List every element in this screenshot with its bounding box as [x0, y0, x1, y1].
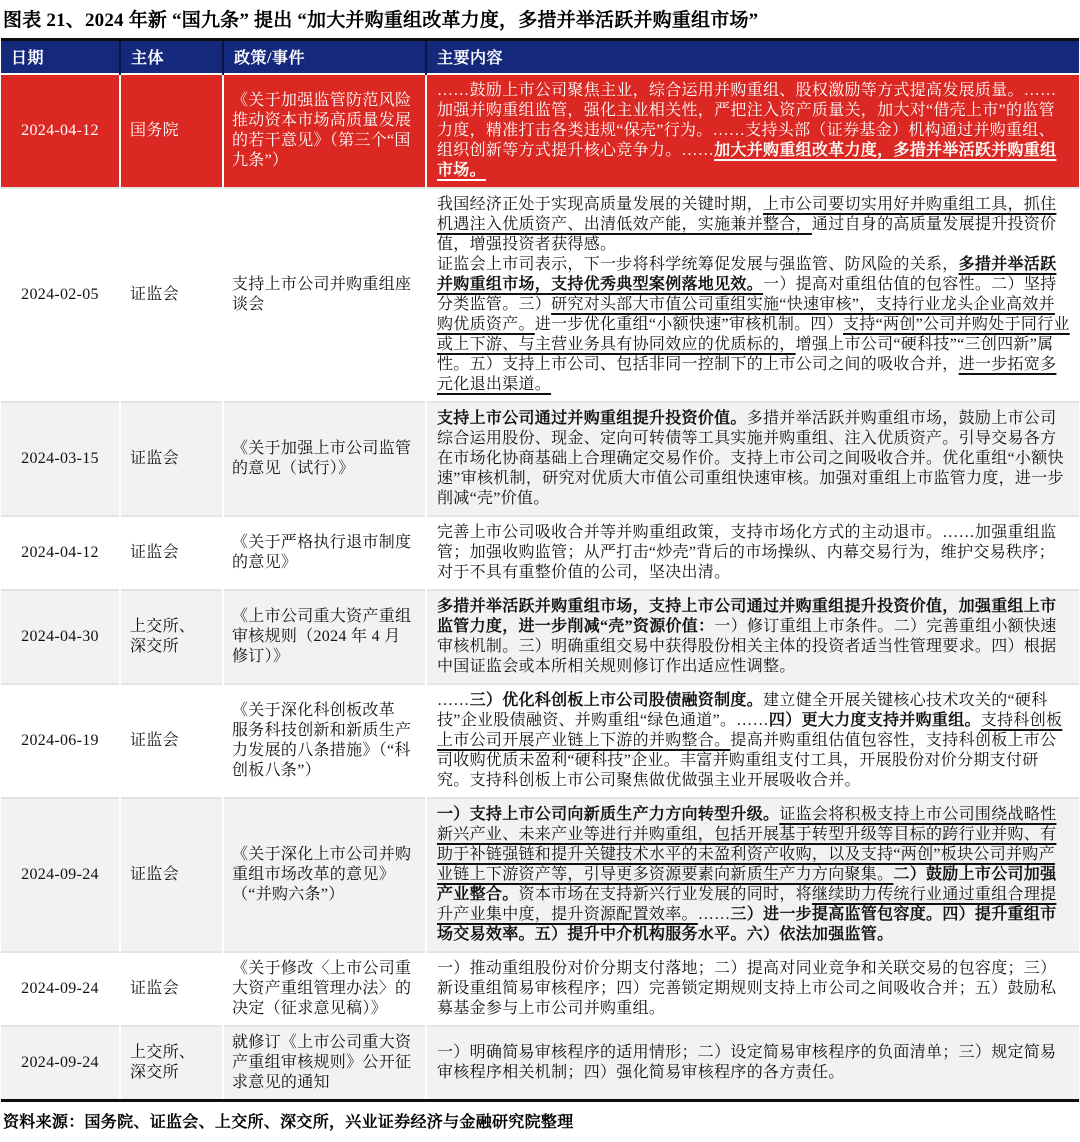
content-segment: 证监会上市司表示，下一步将科学统筹促发展与强监管、防风险的关系， [437, 256, 959, 273]
date-cell: 2024-09-24 [1, 952, 120, 1026]
content-segment: 提高并购重组估值包容性，支持科创板上市公司收购优质未盈利“硬科技”企业。丰富并购重组支付工具，开展股份对价分期支付研究。支持科创板上市公司聚焦做优做强主业开展吸收合并。 [437, 732, 1057, 789]
entity-cell: 证监会 [120, 952, 223, 1026]
content-segment: 多措并举活跃并购重组市场，支持优秀典型案例落地见效。 [437, 256, 1057, 293]
source-note: 资料来源：国务院、证监会、上交所、深交所，兴业证券经济与金融研究院整理 [3, 1114, 574, 1131]
content-segment: 通过自身的高质量发展提升投资价值，增强投资者获得感。 [437, 216, 1057, 253]
content-paragraph [437, 691, 1070, 791]
entity-cell: 证监会 [120, 516, 223, 590]
content-cell [426, 798, 1079, 952]
table-row [1, 684, 1079, 798]
entity-cell: 证监会 [120, 684, 223, 798]
content-paragraph [437, 409, 1070, 509]
header-row [1, 40, 1079, 75]
content-segment: 一）提高对重组估值的包容性。二）坚持分类监管。三） [437, 276, 1057, 313]
table-row [1, 952, 1079, 1026]
content-segment: …… [697, 906, 731, 923]
content-cell [426, 952, 1079, 1026]
content-cell [426, 516, 1079, 590]
content-segment: 四）更大力度支持并购重组。 [768, 712, 981, 729]
table-header [1, 40, 1079, 75]
column-header-entity: 主体 [120, 40, 223, 75]
content-segment: …… [437, 692, 470, 709]
entity-cell: 证监会 [120, 188, 223, 402]
policy-cell: 《关于加强监管防范风险 推动资本市场高质量发展的若干意见》（第三个“国九条”） [223, 74, 426, 188]
content-segment: 加大并购重组改革力度，多措并举活跃并购重组市场。 [437, 142, 1057, 179]
date-cell: 2024-09-24 [1, 798, 120, 952]
content-segment: 研究对头部大市值公司重组实施“快速审核”，支持行业龙头企业高效并购优质资产。 [437, 296, 1055, 333]
content-paragraph [437, 1043, 1070, 1083]
date-cell: 2024-04-12 [1, 516, 120, 590]
content-segment: 三）进一步提高监管包容度。四）提升重组市场交易效率。五）提升中介机构服务水平。六）依法加强监管。 [437, 906, 1057, 943]
table-row [1, 1026, 1079, 1101]
table-row [1, 516, 1079, 590]
content-segment: 建立健全开展关键核心技术攻关的“硬科技”企业股债融资、并购重组“绿色通道”。…… [437, 692, 1048, 729]
content-paragraph [437, 523, 1070, 583]
content-paragraph [437, 255, 1070, 395]
content-paragraph [437, 195, 1070, 255]
entity-cell: 证监会 [120, 402, 223, 516]
policy-cell: 支持上市公司并购重组座谈会 [223, 188, 426, 402]
table-row [1, 188, 1079, 402]
column-header-content: 主要内容 [426, 40, 1079, 75]
content-paragraph [437, 959, 1070, 1019]
table-row [1, 590, 1079, 684]
date-cell: 2024-02-05 [1, 188, 120, 402]
content-cell [426, 402, 1079, 516]
date-cell: 2024-04-12 [1, 74, 120, 188]
content-segment: 二）鼓励上市公司加强产业整合。 [437, 866, 1057, 903]
entity-cell: 上交所、深交所 [120, 590, 223, 684]
content-segment: 三）优化科创板上市公司股债融资制度。 [469, 692, 764, 709]
content-segment: 进一步拓宽多元化退出渠道。 [437, 356, 1057, 393]
content-segment: 一）明确简易审核程序的适用情形；二）设定简易审核程序的负面清单；三）规定简易审核程序相关机制；四）强化简易审核程序的各方责任。 [437, 1044, 1057, 1081]
content-segment: 支持上市公司通过并购重组提升投资价值。 [437, 410, 747, 427]
content-segment: 支持“两创”公司并购处于同行业或上下游、与主营业务具有协同效应的优质标的， [437, 316, 1070, 353]
content-segment: 一）修订重组上市条件。二）完善重组小额快速审核机制。三）明确重组交易中获得股份相关主体的投资者适当性管理要求。四）根据中国证监会或本所相关规则修订作出适应性调整。 [437, 618, 1057, 675]
content-segment: 继续助力传统行业通过重组合理提升产业集中度，提升资源配置效率。 [437, 886, 1057, 923]
policy-cell: 《关于深化上市公司并购重组市场改革的意见》（“并购六条”） [223, 798, 426, 952]
content-paragraph [437, 81, 1070, 181]
column-header-date: 日期 [1, 40, 120, 75]
content-segment: 多措并举活跃并购重组市场，鼓励上市公司综合运用股份、现金、定向可转债等工具实施并购重组、注入优质资产。引导交易各方在市场化协商基础上合理确定交易作价。支持上市公司之间吸收合并。优化重组“小额快速”审核机制，研究对优质大市值公司重组快速审核。加强对重组上市监管力度，进一步削减“壳”价值。 [437, 410, 1064, 507]
content-cell [426, 684, 1079, 798]
entity-cell: 国务院 [120, 74, 223, 188]
content-segment: 资本市场在支持新兴行业发展的同时，将 [518, 886, 812, 903]
content-segment: 进一步优化重组“小额快速”审核机制。四） [534, 316, 844, 333]
content-paragraph [437, 805, 1070, 945]
date-cell: 2024-09-24 [1, 1026, 120, 1101]
content-segment: 多措并举活跃并购重组市场，支持上市公司通过并购重组提升投资价值，加强重组上市监管力度，进一步削减“壳”资源价值： [437, 598, 1057, 635]
table-row [1, 402, 1079, 516]
policy-cell: 《上市公司重大资产重组审核规则（2024 年 4 月修订）》 [223, 590, 426, 684]
policy-cell: 就修订《上市公司重大资产重组审核规则》公开征求意见的通知 [223, 1026, 426, 1101]
date-cell: 2024-06-19 [1, 684, 120, 798]
entity-cell: 上交所、深交所 [120, 1026, 223, 1101]
date-cell: 2024-03-15 [1, 402, 120, 516]
content-segment: 证监会将积极支持上市公司围绕战略性新兴产业、未来产业等进行并购重组，包括开展基于转型升级等目标的跨行业并购、有助于补链强链和提升关键技术水平的未盈利资产收购，以及支持“两创”板块公司并购产业链上下游资产等，引导更多资源要素向新质生产力方向聚集。 [437, 806, 1057, 883]
column-header-policy: 政策/事件 [223, 40, 426, 75]
content-segment: 一）推动重组股份对价分期支付落地；二）提高对同业竞争和关联交易的包容度；三）新设重组简易审核程序；四）完善锁定期规则支持上市公司之间吸收合并；五）鼓励私募基金参与上市公司并购重组。 [437, 960, 1057, 1017]
content-segment: 完善上市公司吸收合并等并购重组政策，支持市场化方式的主动退市。……加强重组监管；加强收购监管；从严打击“炒壳”背后的市场操纵、内幕交易行为，维护交易秩序；对于不具有重整价值的公司，坚决出清。 [437, 524, 1057, 581]
content-cell [426, 1026, 1079, 1101]
content-segment: 增强上市公司“硬科技”“三创四新”属性。五）支持上市公司、包括非同一控制下的上市公司之间的吸收合并， [437, 336, 1054, 373]
policy-cell: 《关于严格执行退市制度的意见》 [223, 516, 426, 590]
entity-cell: 证监会 [120, 798, 223, 952]
figure-title: 图表 21、2024 年新 “国九条” 提出 “加大并购重组改革力度，多措并举活跃并购重组市场” [3, 10, 759, 31]
content-segment: ……鼓励上市公司聚焦主业，综合运用并购重组、股权激励等方式提高发展质量。……加强并购重组监管，强化主业相关性，严把注入资产质量关，加大对“借壳上市”的监管力度，精准打击各类违规“保壳”行为。……支持头部（证券基金）机构通过并购重组、组织创新等方式提升核心竞争力。…… [437, 82, 1057, 159]
table-body [1, 74, 1079, 1101]
policy-cell: 《关于加强上市公司监管的意见（试行）》 [223, 402, 426, 516]
content-segment: 一）支持上市公司向新质生产力方向转型升级。 [437, 806, 780, 823]
policy-cell: 《关于修改〈上市公司重大资产重组管理办法〉的决定（征求意见稿）》 [223, 952, 426, 1026]
table-row [1, 74, 1079, 188]
content-cell [426, 590, 1079, 684]
content-cell [426, 74, 1079, 188]
content-segment: 我国经济正处于实现高质量发展的关键时期， [437, 196, 764, 213]
policy-table [1, 38, 1079, 1102]
date-cell: 2024-04-30 [1, 590, 120, 684]
content-cell [426, 188, 1079, 402]
content-paragraph [437, 597, 1070, 677]
policy-cell: 《关于深化科创板改革 服务科技创新和新质生产力发展的八条措施》（“科创板八条”） [223, 684, 426, 798]
content-segment: 支持科创板上市公司开展产业链上下游的并购整合。 [437, 712, 1063, 749]
content-segment: 上市公司要切实用好并购重组工具，抓住机遇注入优质资产、出清低效产能，实施兼并整合， [437, 196, 1057, 233]
table-row [1, 798, 1079, 952]
